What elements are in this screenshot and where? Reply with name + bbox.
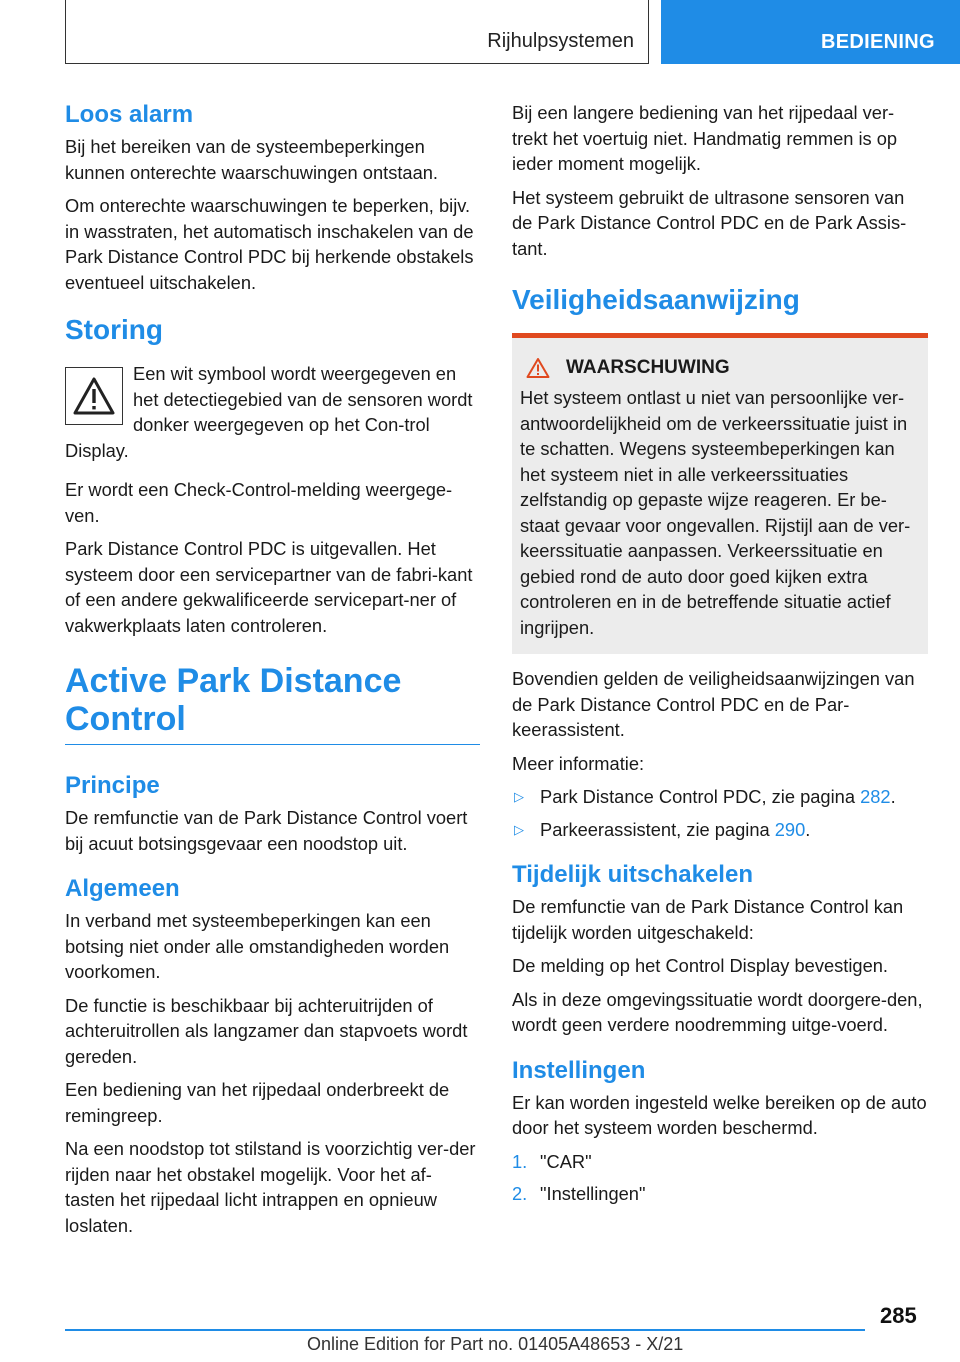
- header-chapter-title: BEDIENING: [821, 31, 935, 53]
- list-item: 1. "CAR": [512, 1149, 928, 1175]
- warning-text: Het systeem ontlast u niet van persoonlijke ver-antwoordelijkheid om de verkeerssituatie juist in te schatten. Wegens systeembeperkingen kan het systeem niet in alle verkeerssituaties zelfstandig op gepaste wijze reageren. Er be-staat gevaar voor ongevallen. Rijstijl aan de ver-keerssituatie aanpassen. Verkeerssituatie en gebied rond de auto door goed kijken extra controleren en in de betreffende situatie actief ingrijpen.: [520, 387, 911, 638]
- left-column: [65, 100, 480, 1246]
- list-item: ▷ Park Distance Control PDC, zie pagina 282.: [512, 784, 928, 810]
- warning-label: WAARSCHUWING: [566, 357, 730, 378]
- triangle-bullet-icon: ▷: [514, 789, 524, 804]
- paragraph: Meer informatie:: [512, 752, 645, 774]
- heading-active-park-distance-control: Active Park Distance Control: [65, 662, 480, 745]
- warning-triangle-icon: [526, 357, 550, 379]
- paragraph: Een wit symbool wordt weergegeven en het detectiegebied van de sensoren wordt donker weergegeven op het Con-trol Display.: [65, 363, 473, 461]
- list-item: 2. "Instellingen": [512, 1181, 928, 1207]
- paragraph: De remfunctie van de Park Distance Control kan tijdelijk worden uitgeschakeld:: [512, 896, 904, 943]
- paragraph: Het systeem gebruikt de ultrasone sensoren van de Park Distance Control PDC en de Park Assis-tant.: [512, 186, 907, 259]
- header-chapter-tab: [661, 0, 960, 64]
- page-link-290[interactable]: 290: [774, 818, 806, 840]
- paragraph: Park Distance Control PDC is uitgevallen. Het systeem door een servicepartner van de fabri-kant of een andere gekwalificeerde servicepart-ner of vakwerkplaats laten controleren.: [65, 538, 473, 636]
- heading-algemeen: Algemeen: [65, 875, 180, 902]
- paragraph: In verband met systeembeperkingen kan een botsing niet onder alle omstandigheden worden voorkomen.: [65, 910, 450, 982]
- paragraph: Na een noodstop tot stilstand is voorzichtig ver-der rijden naar het obstakel mogelijk. Voor het af-tasten het rijpedaal licht intrappen en opnieuw loslaten.: [65, 1138, 476, 1236]
- heading-instellingen: Instellingen: [512, 1056, 646, 1084]
- heading-veiligheidsaanwijzing: Veiligheidsaanwijzing: [512, 284, 800, 315]
- paragraph: Er wordt een Check-Control-melding weergege-ven.: [65, 479, 453, 526]
- heading-tijdelijk-uitschakelen: Tijdelijk uitschakelen: [512, 861, 753, 888]
- footer-divider: [65, 1329, 865, 1331]
- paragraph: Er kan worden ingesteld welke bereiken op de auto door het systeem worden beschermd.: [512, 1091, 927, 1138]
- warning-box: [512, 333, 928, 654]
- heading-storing: Storing: [65, 314, 163, 345]
- right-column: [512, 100, 928, 1215]
- step-number: 1.: [512, 1150, 528, 1172]
- header-section-box: [65, 0, 649, 64]
- page-number: 285: [880, 1303, 917, 1328]
- paragraph: Een bediening van het rijpedaal onderbreekt de remingreep.: [65, 1079, 450, 1126]
- heading-principe: Principe: [65, 772, 160, 799]
- triangle-bullet-icon: ▷: [514, 821, 524, 837]
- paragraph: Bovendien gelden de veiligheidsaanwijzingen van de Park Distance Control PDC en de Par-keerassistent.: [512, 668, 915, 740]
- more-info-list: [512, 784, 928, 842]
- header-section-title: Rijhulpsystemen: [487, 30, 634, 52]
- warning-title: [520, 357, 920, 379]
- storing-symbol-block: [65, 361, 480, 471]
- warning-triangle-icon: [72, 376, 116, 416]
- paragraph: Om onterechte waarschuwingen te beperken, bijv. in wasstraten, het automatisch inschakelen van de Park Distance Control PDC bij herkende obstakels eventueel uitschakelen.: [65, 195, 474, 293]
- paragraph: De remfunctie van de Park Distance Control voert bij acuut botsingsgevaar een noodstop uit.: [65, 807, 468, 854]
- heading-loos-alarm: Loos alarm: [65, 101, 194, 128]
- paragraph: Bij een langere bediening van het rijpedaal ver-trekt het voertuig niet. Handmatig remmen is op ieder moment mogelijk.: [512, 102, 898, 174]
- settings-steps-list: [512, 1149, 928, 1207]
- paragraph: Bij het bereiken van de systeembeperkingen kunnen onterechte waarschuwingen ontstaan.: [65, 136, 438, 183]
- paragraph: De melding op het Control Display bevestigen.: [512, 955, 888, 976]
- footer-edition-text: Online Edition for Part no. 01405A48653 - X/21: [307, 1334, 684, 1354]
- paragraph: Als in deze omgevingssituatie wordt doorgere-den, wordt geen verdere noodremming uitge-voerd.: [512, 988, 923, 1035]
- warning-symbol-frame: [65, 367, 123, 425]
- list-item: ▷ Parkeerassistent, zie pagina 290.: [512, 817, 928, 843]
- step-number: 2.: [512, 1183, 528, 1204]
- page-link-282[interactable]: 282: [860, 786, 891, 807]
- paragraph: De functie is beschikbaar bij achteruitrijden of achteruitrollen als langzamer dan stapvoets wordt gereden.: [65, 994, 468, 1067]
